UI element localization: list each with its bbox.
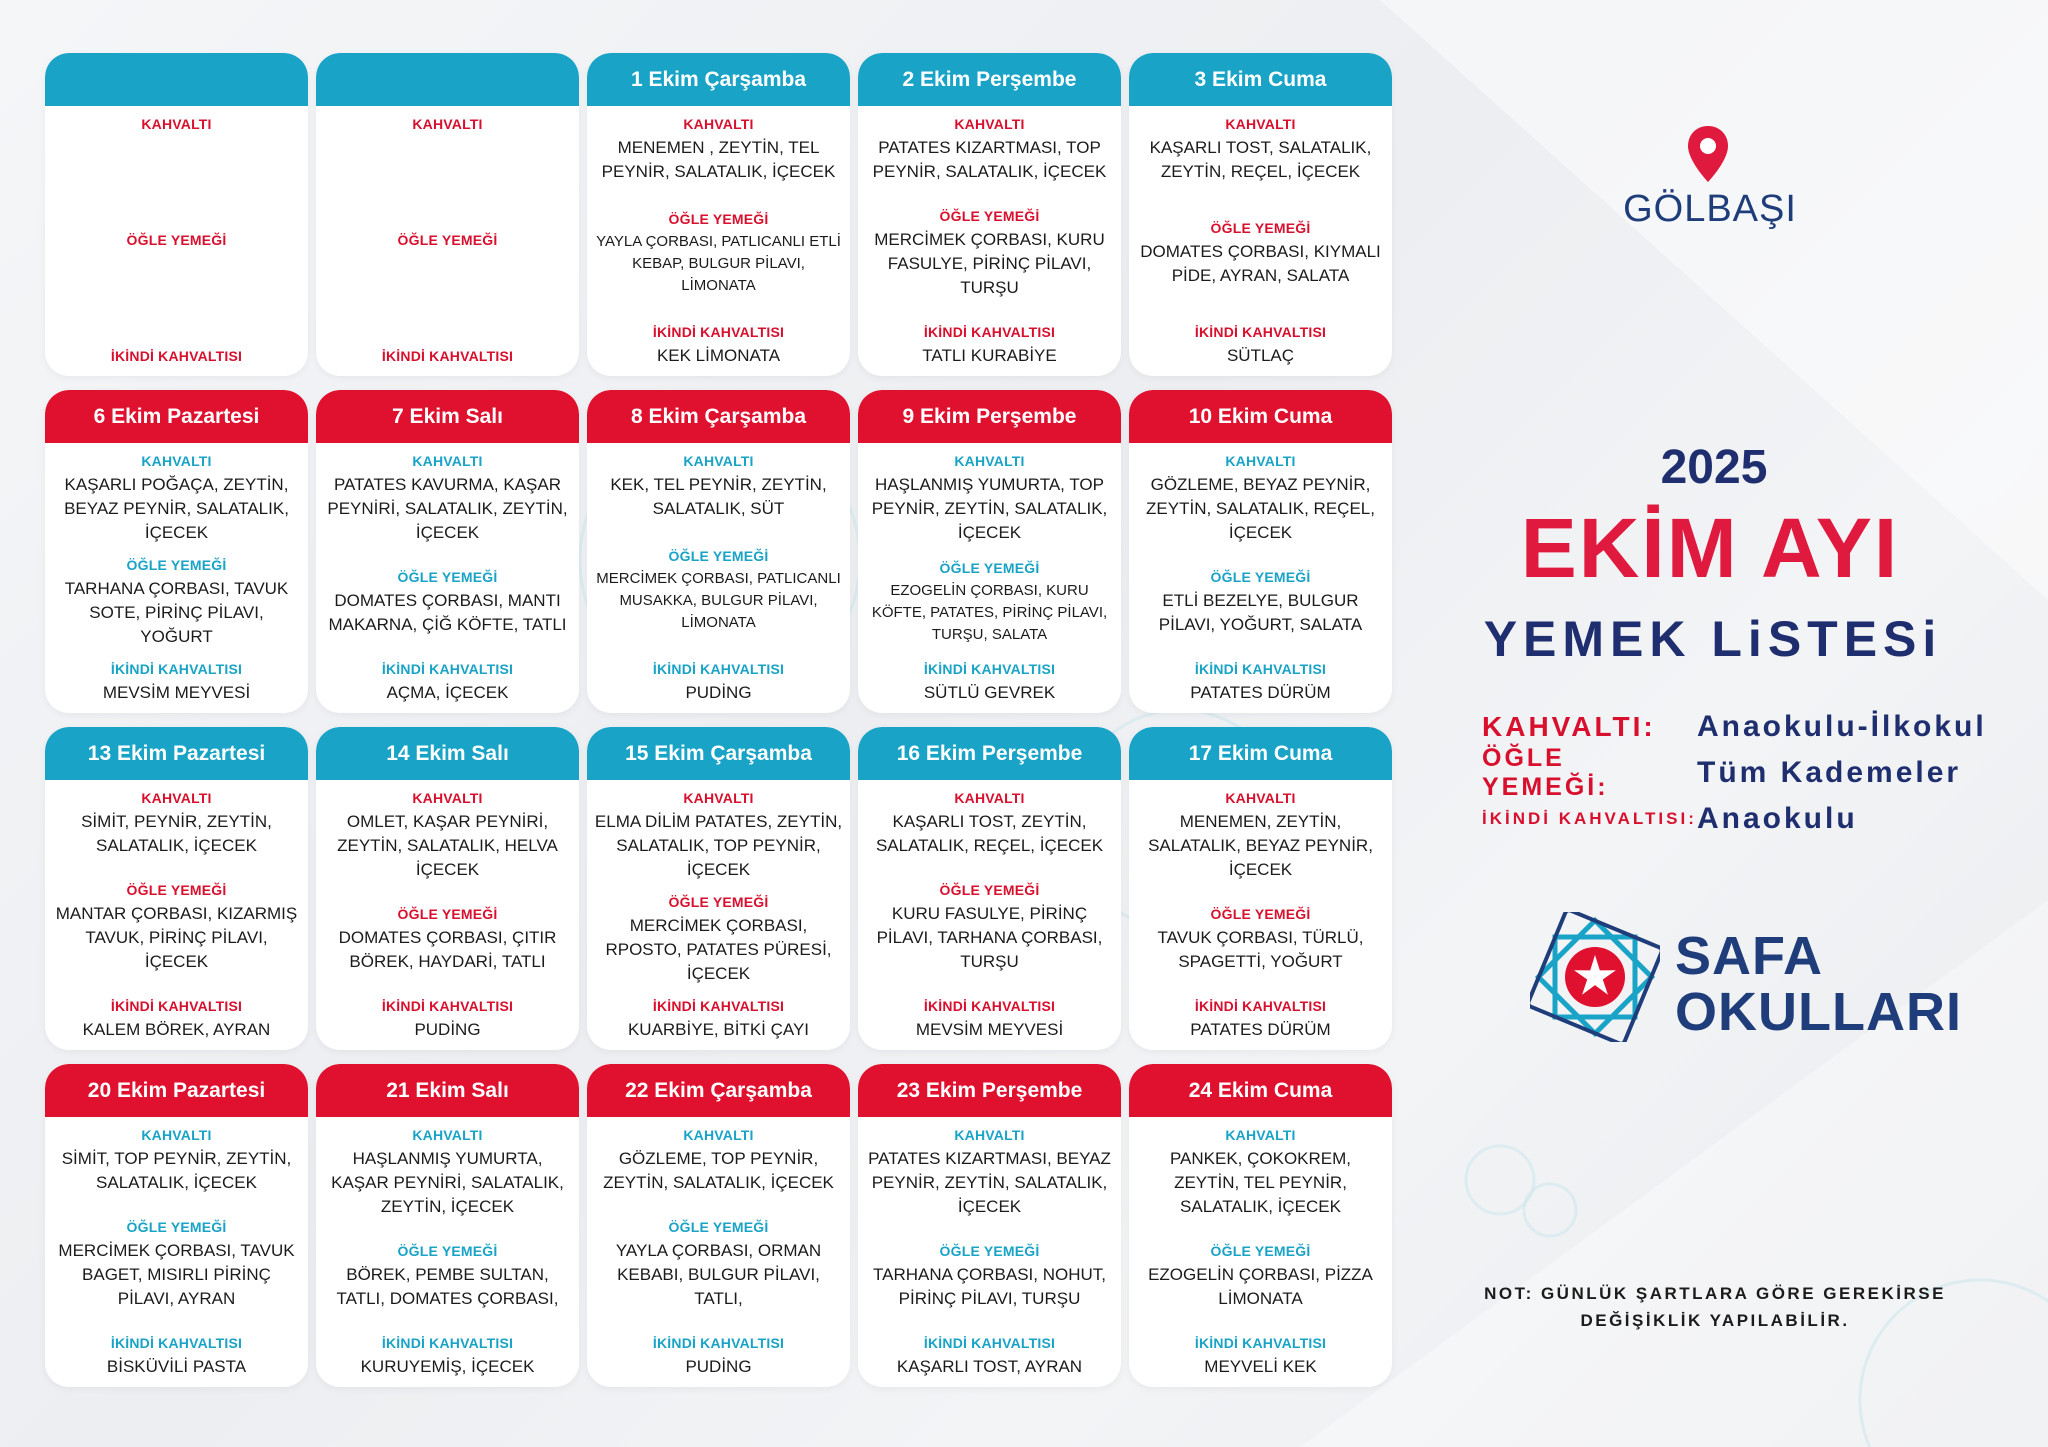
lunch-items: BÖREK, PEMBE SULTAN, TATLI, DOMATES ÇORBASI, <box>336 1265 559 1308</box>
day-title: 20 Ekim Pazartesi <box>45 1064 308 1117</box>
snack-section <box>924 661 1055 705</box>
breakfast-label: KAHVALTI <box>954 1127 1025 1143</box>
legend-value: Anaokulu <box>1697 802 1858 835</box>
lunch-items: KURU FASULYE, PİRİNÇ PİLAVI, TARHANA ÇORBASI, TURŞU <box>876 904 1103 971</box>
day-title <box>316 53 579 106</box>
snack-label: İKİNDİ KAHVALTISI <box>1194 998 1327 1014</box>
snack-section <box>897 1335 1082 1379</box>
breakfast-section <box>141 116 211 136</box>
breakfast-label: KAHVALTI <box>1225 790 1296 806</box>
snack-label: İKİNDİ KAHVALTISI <box>652 1335 785 1351</box>
lunch-section <box>1136 569 1386 637</box>
day-title: 7 Ekim Salı <box>316 390 579 443</box>
breakfast-label: KAHVALTI <box>141 453 212 469</box>
day-title: 21 Ekim Salı <box>316 1064 579 1117</box>
lunch-label: ÖĞLE YEMEĞİ <box>126 557 227 573</box>
lunch-items: MERCİMEK ÇORBASI, KURU FASULYE, PİRİNÇ PİLAVI, TURŞU <box>874 230 1105 297</box>
day-title: 16 Ekim Perşembe <box>858 727 1121 780</box>
lunch-items: TARHANA ÇORBASI, NOHUT, PİRİNÇ PİLAVI, TURŞU <box>873 1265 1106 1308</box>
day-body <box>1129 780 1392 1050</box>
snack-items: BİSKÜVİLİ PASTA <box>106 1357 247 1376</box>
day-body <box>45 106 308 376</box>
snack-label: İKİNDİ KAHVALTISI <box>110 661 243 677</box>
lunch-section <box>865 1243 1115 1311</box>
breakfast-label: KAHVALTI <box>683 790 754 806</box>
lunch-label: ÖĞLE YEMEĞİ <box>1210 569 1311 585</box>
breakfast-section <box>412 116 482 136</box>
lunch-label: ÖĞLE YEMEĞİ <box>126 232 227 248</box>
snack-section <box>922 324 1056 368</box>
lunch-section <box>323 569 573 637</box>
breakfast-section <box>52 453 302 545</box>
snack-label: İKİNDİ KAHVALTISI <box>652 324 785 340</box>
legend-row <box>1482 744 1987 802</box>
lunch-items: MANTAR ÇORBASI, KIZARMIŞ TAVUK, PİRİNÇ PİLAVI, İÇECEK <box>55 904 298 971</box>
day-body <box>316 1117 579 1387</box>
lunch-items: YAYLA ÇORBASI, PATLICANLI ETLİ KEBAP, BULGUR PİLAVI, LİMONATA <box>596 233 841 294</box>
snack-label: İKİNDİ KAHVALTISI <box>652 661 785 677</box>
snack-section <box>111 348 242 368</box>
lunch-label: ÖĞLE YEMEĞİ <box>397 906 498 922</box>
meal-legend <box>1482 710 1987 836</box>
breakfast-label: KAHVALTI <box>412 453 483 469</box>
lunch-label: ÖĞLE YEMEĞİ <box>1210 906 1311 922</box>
day-body <box>587 1117 850 1387</box>
breakfast-label: KAHVALTI <box>1225 116 1296 132</box>
year-title: 2025 <box>1660 441 1768 494</box>
snack-section <box>916 998 1063 1042</box>
day-title: 9 Ekim Perşembe <box>858 390 1121 443</box>
day-title: 3 Ekim Cuma <box>1129 53 1392 106</box>
snack-label: İKİNDİ KAHVALTISI <box>923 661 1056 677</box>
breakfast-items: HAŞLANMIŞ YUMURTA, TOP PEYNİR, ZEYTİN, SALATALIK, İÇECEK <box>871 475 1108 542</box>
lunch-label: ÖĞLE YEMEĞİ <box>668 548 769 564</box>
day-body <box>45 780 308 1050</box>
breakfast-label: KAHVALTI <box>412 790 483 806</box>
breakfast-label: KAHVALTI <box>141 1127 212 1143</box>
lunch-section <box>1136 1243 1386 1311</box>
lunch-section <box>594 548 844 634</box>
snack-items: SÜTLÜ GEVREK <box>923 683 1056 702</box>
legend-key: ÖĞLE YEMEĞİ: <box>1482 744 1609 801</box>
day-card <box>45 1064 308 1387</box>
lunch-items: DOMATES ÇORBASI, ÇITIR BÖREK, HAYDARİ, TATLI <box>338 928 557 971</box>
breakfast-items: KEK, TEL PEYNİR, ZEYTİN, SALATALIK, SÜT <box>610 475 827 518</box>
breakfast-section <box>1136 116 1386 184</box>
lunch-label: ÖĞLE YEMEĞİ <box>1210 1243 1311 1259</box>
lunch-items: MERCİMEK ÇORBASI, PATLICANLI MUSAKKA, BULGUR PİLAVI, LİMONATA <box>596 570 841 631</box>
lunch-section <box>323 906 573 974</box>
lunch-label: ÖĞLE YEMEĞİ <box>126 1219 227 1235</box>
day-body <box>45 443 308 713</box>
snack-section <box>653 324 784 368</box>
snack-section <box>382 661 513 705</box>
breakfast-items: SİMİT, PEYNİR, ZEYTİN, SALATALIK, İÇECEK <box>81 812 272 855</box>
day-card <box>1129 53 1392 376</box>
breakfast-items: PATATES KAVURMA, KAŞAR PEYNİRİ, SALATALIK, ZEYTİN, İÇECEK <box>327 475 568 542</box>
lunch-section <box>594 1219 844 1311</box>
snack-items: MEYVELİ KEK <box>1204 1357 1317 1376</box>
breakfast-label: KAHVALTI <box>141 116 212 132</box>
breakfast-label: KAHVALTI <box>683 116 754 132</box>
snack-section <box>1195 1335 1326 1379</box>
day-body <box>45 1117 308 1387</box>
day-title: 15 Ekim Çarşamba <box>587 727 850 780</box>
lunch-section <box>52 1219 302 1311</box>
lunch-items: MERCİMEK ÇORBASI, RPOSTO, PATATES PÜRESİ, İÇECEK <box>605 916 832 983</box>
day-card <box>858 53 1121 376</box>
breakfast-section <box>594 116 844 184</box>
snack-items: PUDİNG <box>685 1357 752 1376</box>
day-card <box>1129 1064 1392 1387</box>
legend-row <box>1482 710 1987 744</box>
brand-name <box>1675 928 1962 1040</box>
lunch-label: ÖĞLE YEMEĞİ <box>668 1219 769 1235</box>
snack-section <box>382 348 513 368</box>
footnote <box>1470 1280 1960 1334</box>
day-card <box>587 53 850 376</box>
day-body <box>587 443 850 713</box>
day-body <box>316 443 579 713</box>
day-card <box>587 1064 850 1387</box>
breakfast-label: KAHVALTI <box>683 453 754 469</box>
day-body <box>858 106 1121 376</box>
safa-star-logo-icon <box>1530 912 1660 1042</box>
lunch-section <box>127 232 227 252</box>
brand-line1: SAFA <box>1675 926 1824 986</box>
month-title: EKİM AYI <box>1520 501 1900 595</box>
breakfast-section <box>594 1127 844 1195</box>
day-card <box>316 727 579 1050</box>
legend-value: Anaokulu-İlkokul <box>1697 710 1987 743</box>
breakfast-label: KAHVALTI <box>1225 453 1296 469</box>
breakfast-section <box>52 790 302 858</box>
breakfast-section <box>1136 453 1386 545</box>
location-label: GÖLBAŞI <box>1623 188 1797 230</box>
day-title: 17 Ekim Cuma <box>1129 727 1392 780</box>
day-body <box>587 106 850 376</box>
breakfast-label: KAHVALTI <box>412 116 483 132</box>
lunch-label: ÖĞLE YEMEĞİ <box>939 560 1040 576</box>
lunch-label: ÖĞLE YEMEĞİ <box>668 894 769 910</box>
breakfast-items: KAŞARLI POĞAÇA, ZEYTİN, BEYAZ PEYNİR, SALATALIK, İÇECEK <box>64 475 289 542</box>
breakfast-label: KAHVALTI <box>683 1127 754 1143</box>
snack-items: PATATES DÜRÜM <box>1190 1020 1331 1039</box>
list-subtitle: YEMEK LiSTESi <box>1483 611 1943 667</box>
snack-label: İKİNDİ KAHVALTISI <box>923 998 1056 1014</box>
lunch-section <box>865 560 1115 646</box>
lunch-items: TARHANA ÇORBASI, TAVUK SOTE, PİRİNÇ PİLAVI, YOĞURT <box>64 579 289 646</box>
day-card <box>858 727 1121 1050</box>
day-card <box>858 390 1121 713</box>
day-card <box>1129 727 1392 1050</box>
day-title <box>45 53 308 106</box>
day-card <box>858 1064 1121 1387</box>
breakfast-label: KAHVALTI <box>1225 1127 1296 1143</box>
snack-items: SÜTLAÇ <box>1226 346 1295 365</box>
lunch-label: ÖĞLE YEMEĞİ <box>939 208 1040 224</box>
snack-items: KALEM BÖREK, AYRAN <box>82 1020 271 1039</box>
lunch-section <box>865 208 1115 300</box>
lunch-items: ETLİ BEZELYE, BULGUR PİLAVI, YOĞURT, SALATA <box>1158 591 1363 634</box>
snack-items: AÇMA, İÇECEK <box>386 683 509 702</box>
snack-label: İKİNDİ KAHVALTISI <box>381 661 514 677</box>
breakfast-section <box>52 1127 302 1195</box>
lunch-section <box>323 1243 573 1311</box>
day-body <box>858 443 1121 713</box>
breakfast-items: ELMA DİLİM PATATES, ZEYTİN, SALATALIK, TOP PEYNİR, İÇECEK <box>594 812 843 879</box>
lunch-label: ÖĞLE YEMEĞİ <box>397 569 498 585</box>
breakfast-section <box>1136 790 1386 882</box>
lunch-items: TAVUK ÇORBASI, TÜRLÜ, SPAGETTİ, YOĞURT <box>1157 928 1364 971</box>
breakfast-items: GÖZLEME, TOP PEYNİR, ZEYTİN, SALATALIK, İÇECEK <box>603 1149 834 1192</box>
snack-section <box>361 1335 535 1379</box>
day-card <box>316 53 579 376</box>
breakfast-items: SİMİT, TOP PEYNİR, ZEYTİN, SALATALIK, İÇECEK <box>61 1149 292 1192</box>
lunch-label: ÖĞLE YEMEĞİ <box>397 1243 498 1259</box>
breakfast-section <box>594 790 844 882</box>
breakfast-items: OMLET, KAŞAR PEYNİRİ, ZEYTİN, SALATALIK, HELVA İÇECEK <box>337 812 558 879</box>
breakfast-items: PATATES KIZARTMASI, BEYAZ PEYNİR, ZEYTİN, SALATALIK, İÇECEK <box>868 1149 1111 1216</box>
snack-section <box>1190 998 1330 1042</box>
breakfast-label: KAHVALTI <box>954 453 1025 469</box>
breakfast-section <box>865 453 1115 545</box>
menu-grid <box>45 53 1392 1387</box>
snack-items: KUARBİYE, BİTKİ ÇAYI <box>627 1020 810 1039</box>
day-card <box>45 727 308 1050</box>
location-pin-icon <box>1686 124 1730 184</box>
lunch-label: ÖĞLE YEMEĞİ <box>668 211 769 227</box>
day-body <box>316 106 579 376</box>
breakfast-label: KAHVALTI <box>954 116 1025 132</box>
lunch-section <box>1136 906 1386 974</box>
snack-label: İKİNDİ KAHVALTISI <box>110 998 243 1014</box>
lunch-section <box>52 882 302 974</box>
snack-label: İKİNDİ KAHVALTISI <box>652 998 785 1014</box>
lunch-section <box>594 894 844 986</box>
lunch-items: EZOGELİN ÇORBASI, PİZZA LİMONATA <box>1148 1265 1373 1308</box>
snack-items: MEVSİM MEYVESİ <box>915 1020 1064 1039</box>
day-body <box>858 780 1121 1050</box>
note-line2: DEĞİŞİKLİK YAPILABİLİR. <box>1580 1311 1850 1330</box>
day-card <box>316 1064 579 1387</box>
day-body <box>316 780 579 1050</box>
day-title: 23 Ekim Perşembe <box>858 1064 1121 1117</box>
day-card <box>45 390 308 713</box>
snack-label: İKİNDİ KAHVALTISI <box>923 324 1056 340</box>
day-body <box>1129 106 1392 376</box>
day-card <box>1129 390 1392 713</box>
snack-section <box>103 661 250 705</box>
snack-label: İKİNDİ KAHVALTISI <box>110 1335 243 1351</box>
day-title: 1 Ekim Çarşamba <box>587 53 850 106</box>
snack-section <box>107 1335 246 1379</box>
snack-items: KURUYEMİŞ, İÇECEK <box>360 1357 535 1376</box>
lunch-label: ÖĞLE YEMEĞİ <box>126 882 227 898</box>
breakfast-section <box>865 1127 1115 1219</box>
breakfast-section <box>323 790 573 882</box>
day-title: 8 Ekim Çarşamba <box>587 390 850 443</box>
lunch-section <box>398 232 498 252</box>
legend-value: Tüm Kademeler <box>1697 756 1962 789</box>
day-body <box>1129 1117 1392 1387</box>
lunch-items: MERCİMEK ÇORBASI, TAVUK BAGET, MISIRLI PİRİNÇ PİLAVI, AYRAN <box>58 1241 295 1308</box>
lunch-section <box>52 557 302 649</box>
snack-label: İKİNDİ KAHVALTISI <box>381 348 514 364</box>
breakfast-items: MENEMEN, ZEYTİN, SALATALIK, BEYAZ PEYNİR, İÇECEK <box>1148 812 1373 879</box>
breakfast-section <box>1136 1127 1386 1219</box>
day-title: 22 Ekim Çarşamba <box>587 1064 850 1117</box>
breakfast-items: HAŞLANMIŞ YUMURTA, KAŞAR PEYNİRİ, SALATALIK, ZEYTİN, İÇECEK <box>331 1149 564 1216</box>
day-title: 6 Ekim Pazartesi <box>45 390 308 443</box>
day-body <box>858 1117 1121 1387</box>
breakfast-items: PATATES KIZARTMASI, TOP PEYNİR, SALATALIK, İÇECEK <box>872 138 1107 181</box>
snack-label: İKİNDİ KAHVALTISI <box>381 1335 514 1351</box>
lunch-items: YAYLA ÇORBASI, ORMAN KEBABI, BULGUR PİLAVI, TATLI, <box>615 1241 822 1308</box>
breakfast-section <box>865 790 1115 858</box>
snack-items: KAŞARLI TOST, AYRAN <box>896 1357 1083 1376</box>
brand-line2: OKULLARI <box>1675 982 1962 1042</box>
snack-section <box>628 998 809 1042</box>
lunch-section <box>1136 220 1386 288</box>
lunch-label: ÖĞLE YEMEĞİ <box>397 232 498 248</box>
lunch-label: ÖĞLE YEMEĞİ <box>939 1243 1040 1259</box>
lunch-section <box>594 211 844 297</box>
snack-items: PUDİNG <box>685 683 752 702</box>
legend-row <box>1482 802 1987 836</box>
snack-items: PUDİNG <box>414 1020 481 1039</box>
day-title: 13 Ekim Pazartesi <box>45 727 308 780</box>
snack-label: İKİNDİ KAHVALTISI <box>923 1335 1056 1351</box>
lunch-items: DOMATES ÇORBASI, MANTI MAKARNA, ÇİĞ KÖFTE, TATLI <box>328 591 567 634</box>
day-title: 14 Ekim Salı <box>316 727 579 780</box>
snack-label: İKİNDİ KAHVALTISI <box>381 998 514 1014</box>
breakfast-label: KAHVALTI <box>141 790 212 806</box>
snack-section <box>1190 661 1330 705</box>
snack-label: İKİNDİ KAHVALTISI <box>1194 324 1327 340</box>
breakfast-items: MENEMEN , ZEYTİN, TEL PEYNİR, SALATALIK, İÇECEK <box>601 138 836 181</box>
breakfast-items: KAŞARLI TOST, SALATALIK, ZEYTİN, REÇEL, İÇECEK <box>1149 138 1372 181</box>
lunch-label: ÖĞLE YEMEĞİ <box>939 882 1040 898</box>
snack-section <box>653 1335 784 1379</box>
snack-section <box>382 998 513 1042</box>
day-card <box>45 53 308 376</box>
day-body <box>1129 443 1392 713</box>
breakfast-items: KAŞARLI TOST, ZEYTİN, SALATALIK, REÇEL, İÇECEK <box>875 812 1104 855</box>
breakfast-section <box>323 453 573 545</box>
snack-items: MEVSİM MEYVESİ <box>102 683 251 702</box>
snack-label: İKİNDİ KAHVALTISI <box>110 348 243 364</box>
snack-section <box>1195 324 1326 368</box>
breakfast-section <box>594 453 844 521</box>
snack-items: PATATES DÜRÜM <box>1190 683 1331 702</box>
day-body <box>587 780 850 1050</box>
breakfast-label: KAHVALTI <box>954 790 1025 806</box>
day-card <box>587 727 850 1050</box>
legend-key: KAHVALTI: <box>1482 711 1656 742</box>
snack-section <box>83 998 271 1042</box>
snack-label: İKİNDİ KAHVALTISI <box>1194 1335 1327 1351</box>
day-title: 24 Ekim Cuma <box>1129 1064 1392 1117</box>
day-title: 10 Ekim Cuma <box>1129 390 1392 443</box>
legend-key: İKİNDİ KAHVALTISI: <box>1482 809 1697 828</box>
lunch-label: ÖĞLE YEMEĞİ <box>1210 220 1311 236</box>
day-card <box>316 390 579 713</box>
lunch-items: EZOGELİN ÇORBASI, KURU KÖFTE, PATATES, PİRİNÇ PİLAVI, TURŞU, SALATA <box>871 582 1108 643</box>
note-line1: NOT: GÜNLÜK ŞARTLARA GÖRE GEREKİRSE <box>1484 1284 1946 1303</box>
lunch-items: DOMATES ÇORBASI, KIYMALI PİDE, AYRAN, SALATA <box>1140 242 1381 285</box>
breakfast-label: KAHVALTI <box>412 1127 483 1143</box>
day-title: 2 Ekim Perşembe <box>858 53 1121 106</box>
snack-section <box>653 661 784 705</box>
breakfast-items: GÖZLEME, BEYAZ PEYNİR, ZEYTİN, SALATALIK, REÇEL, İÇECEK <box>1146 475 1375 542</box>
breakfast-section <box>323 1127 573 1219</box>
snack-label: İKİNDİ KAHVALTISI <box>1194 661 1327 677</box>
breakfast-items: PANKEK, ÇOKOKREM, ZEYTİN, TEL PEYNİR, SALATALIK, İÇECEK <box>1169 1149 1352 1216</box>
day-card <box>587 390 850 713</box>
snack-items: KEK LİMONATA <box>656 346 781 365</box>
lunch-section <box>865 882 1115 974</box>
snack-items: TATLI KURABİYE <box>922 346 1057 365</box>
breakfast-section <box>865 116 1115 184</box>
